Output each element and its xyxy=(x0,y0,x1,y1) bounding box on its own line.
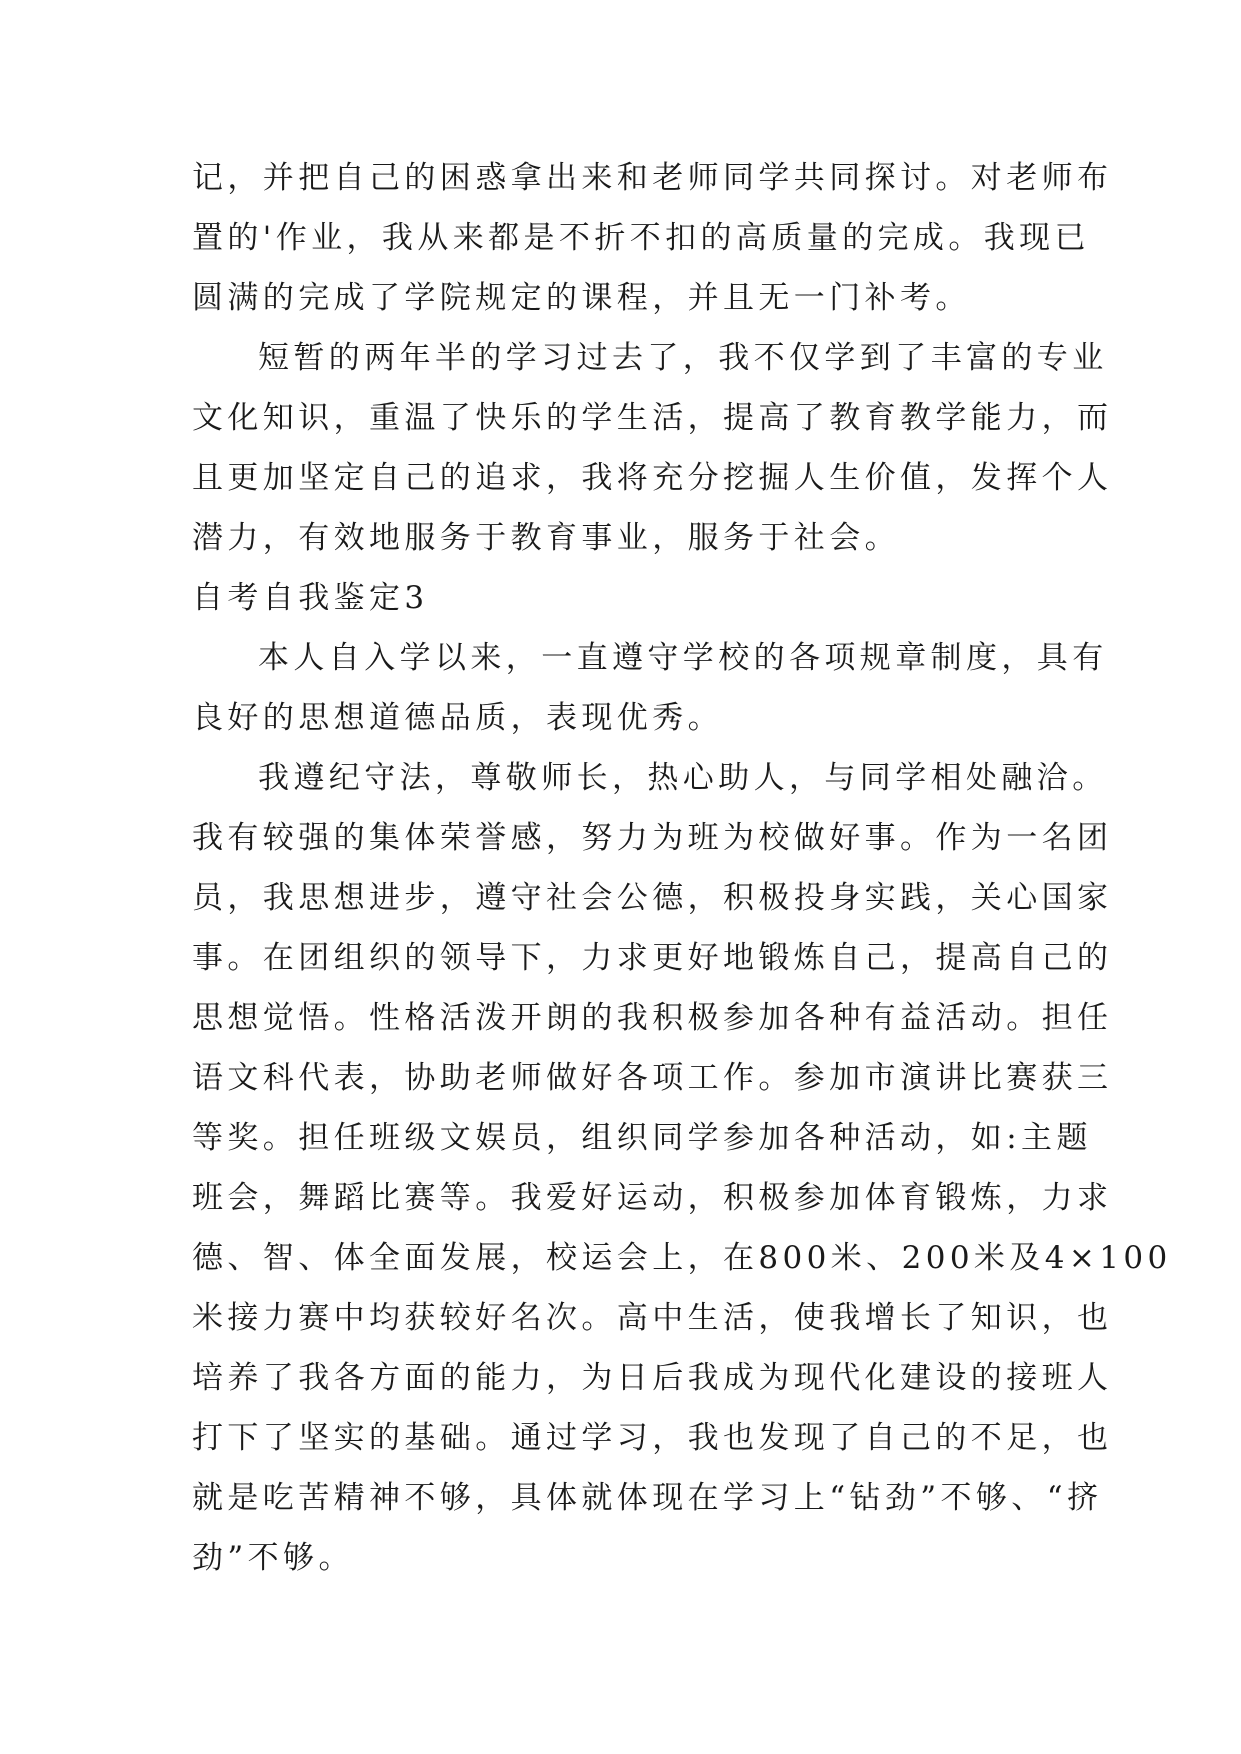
text-line: 等奖。担任班级文娱员，组织同学参加各种活动，如:主题 xyxy=(192,1120,1092,1156)
text-line: 且更加坚定自己的追求，我将充分挖掘人生价值，发挥个人 xyxy=(192,460,1113,496)
body-text xyxy=(192,148,1172,1588)
text-line: 班会，舞蹈比赛等。我爱好运动，积极参加体育锻炼，力求 xyxy=(192,1180,1113,1216)
text-line: 圆满的完成了学院规定的课程，并且无一门补考。 xyxy=(192,280,971,316)
text-line: 置的'作业，我从来都是不折不扣的高质量的完成。我现已 xyxy=(192,220,1090,256)
text-line: 语文科代表，协助老师做好各项工作。参加市演讲比赛获三 xyxy=(192,1060,1113,1096)
section-heading: 自考自我鉴定3 xyxy=(192,580,429,616)
text-line: 员，我思想进步，遵守社会公德，积极投身实践，关心国家 xyxy=(192,880,1113,916)
text-line: 德、智、体全面发展，校运会上，在800米、200米及4×100 xyxy=(192,1240,1172,1276)
text-line: 就是吃苦精神不够，具体就体现在学习上“钻劲”不够、“挤 xyxy=(192,1480,1103,1516)
text-line: 劲”不够。 xyxy=(192,1540,354,1576)
text-line: 文化知识，重温了快乐的学生活，提高了教育教学能力，而 xyxy=(192,400,1113,436)
paragraph-first-line: 我遵纪守法，尊敬师长，热心助人，与同学相处融洽。 xyxy=(258,760,1108,796)
paragraph-first-line: 短暂的两年半的学习过去了，我不仅学到了丰富的专业 xyxy=(258,340,1108,376)
paragraph-first-line: 本人自入学以来，一直遵守学校的各项规章制度，具有 xyxy=(258,640,1108,676)
text-line: 思想觉悟。性格活泼开朗的我积极参加各种有益活动。担任 xyxy=(192,1000,1113,1036)
text-line: 潜力，有效地服务于教育事业，服务于社会。 xyxy=(192,520,900,556)
text-line: 良好的思想道德品质，表现优秀。 xyxy=(192,700,723,736)
text-line: 米接力赛中均获较好名次。高中生活，使我增长了知识，也 xyxy=(192,1300,1113,1336)
text-line: 我有较强的集体荣誉感，努力为班为校做好事。作为一名团 xyxy=(192,820,1113,856)
text-line: 打下了坚实的基础。通过学习，我也发现了自己的不足，也 xyxy=(192,1420,1113,1456)
text-line: 培养了我各方面的能力，为日后我成为现代化建设的接班人 xyxy=(192,1360,1113,1396)
text-line: 记，并把自己的困惑拿出来和老师同学共同探讨。对老师布 xyxy=(192,160,1113,196)
text-line: 事。在团组织的领导下，力求更好地锻炼自己，提高自己的 xyxy=(192,940,1113,976)
